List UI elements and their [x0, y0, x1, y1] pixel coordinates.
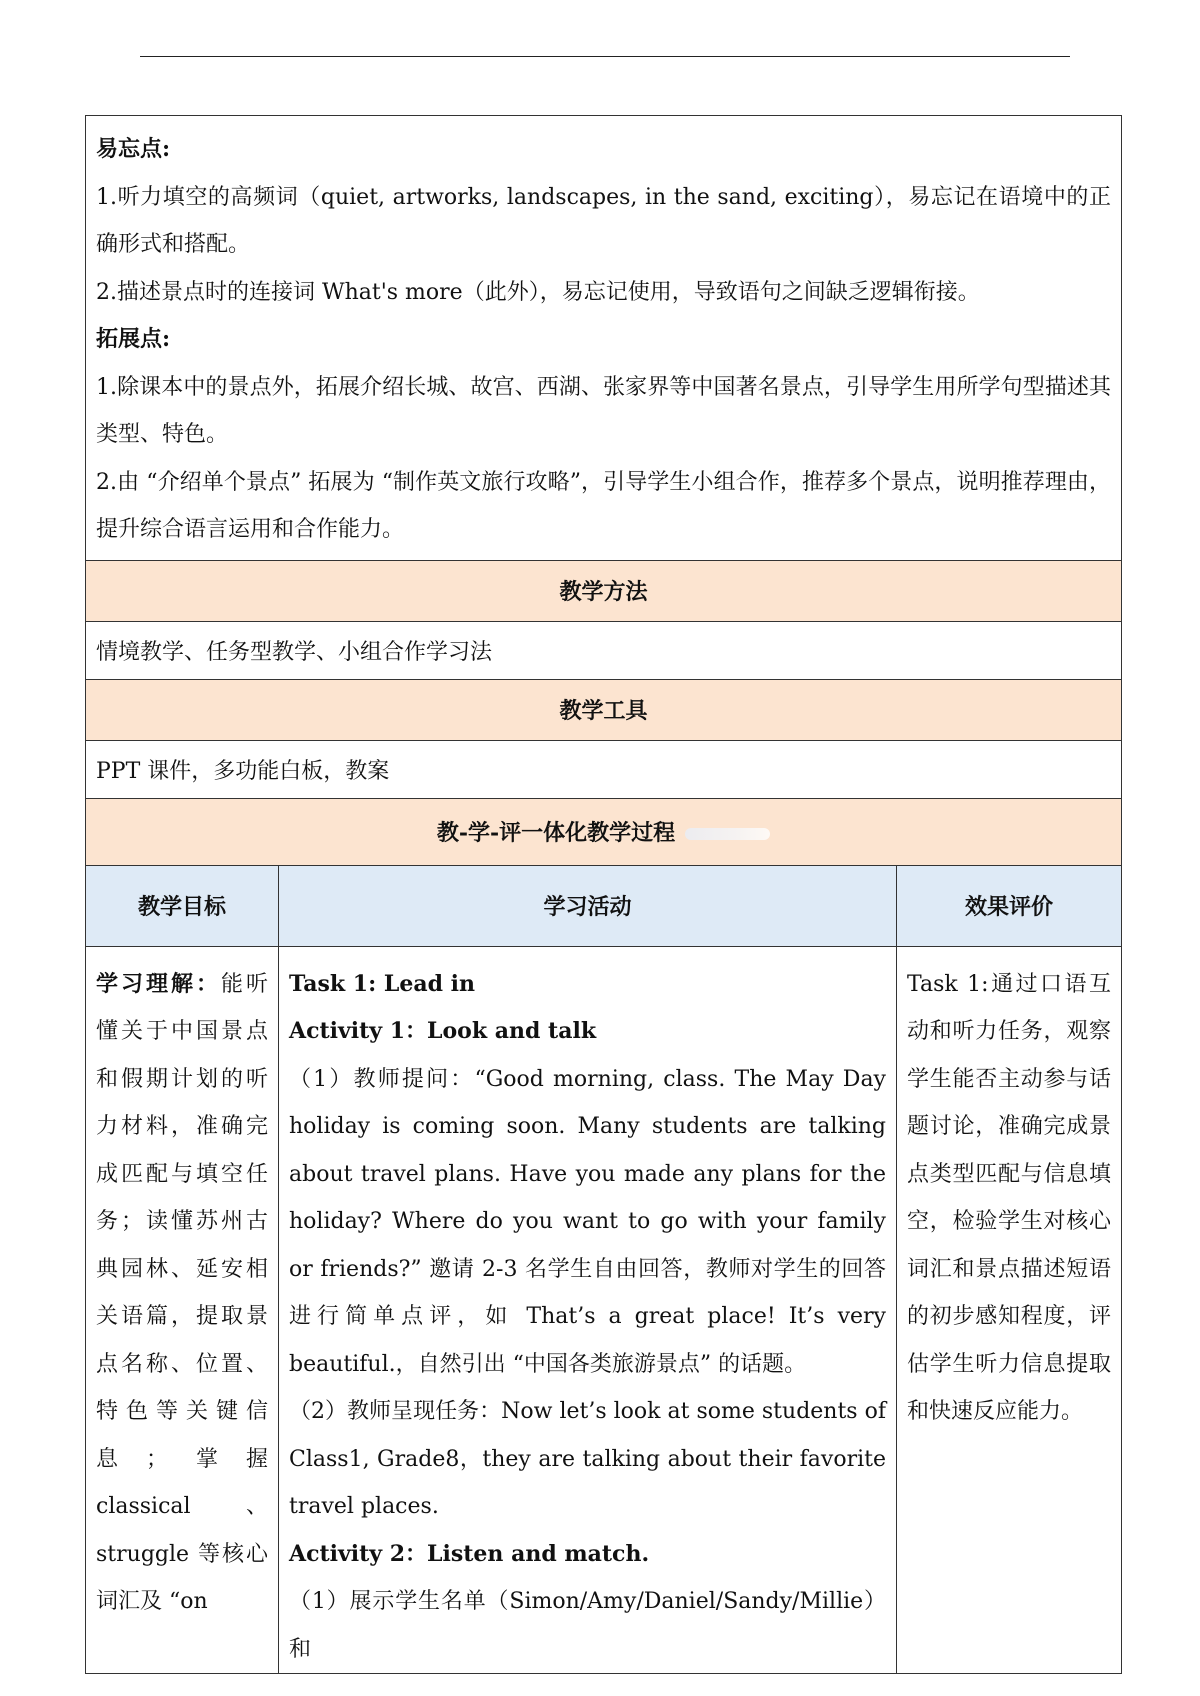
evaluation-text: Task 1:通过口语互动和听力任务，观察学生能否主动参与话题讨论，准确完成景点类型匹配与信息填空，检验学生对核心词汇和景点描述短语的初步感知程度，评估学生听力信息提取和快速反应能力。 [907, 971, 1111, 1424]
goal-text: 能听懂关于中国景点和假期计划的听力材料，准确完成匹配与填空任务；读懂苏州古典园林、延安相关语篇，提取景点名称、位置、特色等关键信息；掌握 classical、struggle 等核心词汇及 “on [96, 971, 268, 1614]
activity1-step1: （1）教师提问：“Good morning, class. The May Day holiday is coming soon. Many students are talking about travel plans. Have you made any plans for the holiday? Where do you want to go with your family or friends?” 邀请 2-3 名学生自由回答，教师对学生的回答进行简单点评，如 That’s a great place! It’s very beautiful.，自然引出 “中国各类旅游景点” 的话题。 [289, 1066, 886, 1377]
activity2-heading: Activity 2：Listen and match. [289, 1540, 650, 1567]
tools-header-row [86, 679, 1122, 740]
task1-heading: Task 1: Lead in [289, 970, 476, 997]
method-content: 情境教学、任务型教学、小组合作学习法 [86, 621, 1122, 679]
watermark-mark [685, 828, 770, 840]
column-header-goal: 教学目标 [86, 865, 279, 946]
process-header-row [86, 798, 1122, 865]
process-title-cell [86, 798, 1122, 865]
extend-item-1: 1.除课本中的景点外，拓展介绍长城、故宫、西湖、张家界等中国著名景点，引导学生用所学句型描述其类型、特色。 [96, 374, 1111, 447]
key-points-row [86, 116, 1122, 561]
extend-item-2: 2.由 “介绍单个景点” 拓展为 “制作英文旅行攻略”，引导学生小组合作，推荐多个景点，说明推荐理由，提升综合语言运用和合作能力。 [96, 469, 1111, 542]
tools-content-row [86, 740, 1122, 798]
activity-cell [279, 946, 897, 1674]
tools-content: PPT 课件，多功能白板，教案 [86, 740, 1122, 798]
column-header-activity: 学习活动 [279, 865, 897, 946]
forget-item-2: 2.描述景点时的连接词 What's more（此外），易忘记使用，导致语句之间缺乏逻辑衔接。 [96, 279, 980, 305]
activity1-step2: （2）教师呈现任务：Now let’s look at some students of Class1, Grade8，they are talking about their favorite travel places. [289, 1399, 886, 1519]
method-content-row [86, 621, 1122, 679]
extend-heading: 拓展点: [96, 326, 171, 352]
forget-heading: 易忘点: [96, 136, 171, 162]
evaluation-cell [897, 946, 1122, 1674]
process-title: 教-学-评一体化教学过程 [436, 820, 676, 846]
column-header-evaluation: 效果评价 [897, 865, 1122, 946]
goal-label: 学习理解： [96, 970, 221, 997]
goal-cell [86, 946, 279, 1674]
forget-item-1: 1.听力填空的高频词（quiet, artworks, landscapes, in the sand, exciting），易忘记在语境中的正确形式和搭配。 [96, 184, 1111, 257]
method-header-row [86, 560, 1122, 621]
header-rule [140, 56, 1070, 57]
activity1-heading: Activity 1：Look and talk [289, 1018, 597, 1044]
lesson-plan-table [85, 115, 1122, 1674]
column-header-row [86, 865, 1122, 946]
tools-title: 教学工具 [86, 679, 1122, 740]
process-body-row [86, 946, 1122, 1674]
key-points-cell [86, 116, 1122, 561]
method-title: 教学方法 [86, 560, 1122, 621]
goal-text-block [96, 961, 268, 1626]
activity2-step1: （1）展示学生名单（Simon/Amy/Daniel/Sandy/Millie）和 [289, 1589, 886, 1662]
